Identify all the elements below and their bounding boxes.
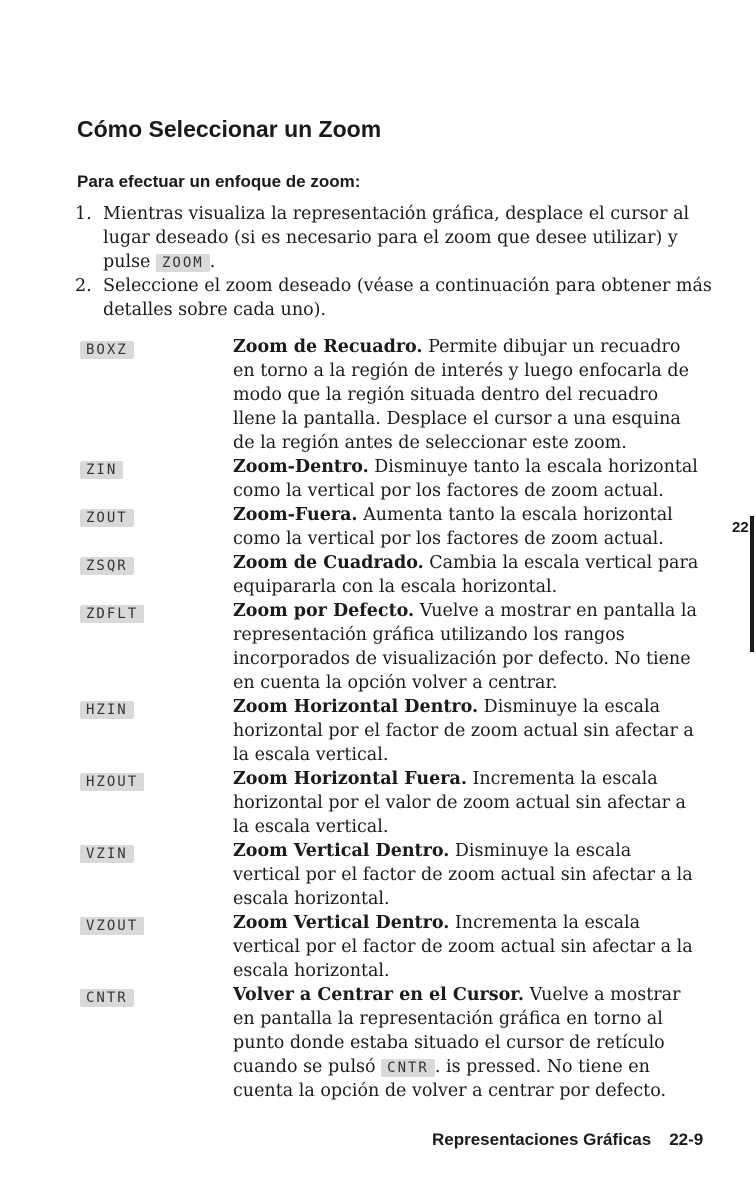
zoom-option-row bbox=[80, 911, 700, 983]
zoom-option-row bbox=[80, 839, 700, 911]
zoom-option-row bbox=[80, 335, 700, 455]
zoom-option-description bbox=[233, 983, 700, 1103]
step-item bbox=[75, 274, 715, 322]
zoom-option-description bbox=[233, 911, 700, 983]
zoom-option-row bbox=[80, 551, 700, 599]
zoom-option-description bbox=[233, 695, 700, 767]
chapter-tab-label: 22 bbox=[732, 519, 749, 536]
zoom-option-text: Aumenta tanto la escala horizontal como la vertical por los factores de zoom actual. bbox=[233, 505, 673, 549]
zoom-option-title: Volver a Centrar en el Cursor. bbox=[233, 985, 525, 1005]
zoom-option-title: Zoom Vertical Dentro. bbox=[233, 913, 450, 933]
zoom-option-text: Disminuye la escala horizontal por el factor de zoom actual sin afectar a la escala vertical. bbox=[233, 697, 694, 765]
hzin-softkey[interactable]: HZIN bbox=[80, 701, 134, 719]
cntr-inline-softkey[interactable]: CNTR bbox=[381, 1059, 435, 1077]
step-text: Seleccione el zoom deseado (véase a continuación para obtener más detalles sobre cada uno). bbox=[103, 276, 712, 320]
zoom-option-title: Zoom de Recuadro. bbox=[233, 337, 423, 357]
zoom-option-text: Incrementa la escala horizontal por el valor de zoom actual sin afectar a la escala vertical. bbox=[233, 769, 686, 837]
zsqr-softkey[interactable]: ZSQR bbox=[80, 557, 134, 575]
zoom-option-description bbox=[233, 455, 700, 503]
cntr-softkey[interactable]: CNTR bbox=[80, 989, 134, 1007]
page-title: Cómo Seleccionar un Zoom bbox=[77, 116, 382, 142]
footer-page-number: 22-9 bbox=[669, 1130, 704, 1149]
zoom-option-text: Permite dibujar un recuadro en torno a la región de interés y luego enfocarla de modo que la región situada dentro del recuadro llene la pantalla. Desplace el cursor a una esquina de la región antes de seleccionar este zoom. bbox=[233, 337, 689, 453]
boxz-softkey[interactable]: BOXZ bbox=[80, 341, 134, 359]
zoom-option-text: Vuelve a mostrar en pantalla la representación gráfica utilizando los rangos incorporados de visualización por defecto. No tiene en cuenta la opción volver a centrar. bbox=[233, 601, 697, 693]
zoom-option-text: Disminuye tanto la escala horizontal como la vertical por los factores de zoom actual. bbox=[233, 457, 698, 501]
zoom-option-text: Vuelve a mostrar en pantalla la representación gráfica en torno al punto donde estaba situado el cursor de retículo cuando se pulsó bbox=[233, 985, 681, 1077]
zoom-options-list bbox=[80, 335, 700, 1103]
zoom-option-row bbox=[80, 455, 700, 503]
zoom-option-title: Zoom Vertical Dentro. bbox=[233, 841, 450, 861]
zoom-option-row bbox=[80, 503, 700, 551]
zoom-softkey[interactable]: ZOOM bbox=[156, 254, 210, 272]
step-number: 2. bbox=[75, 276, 92, 296]
chapter-tab-bar bbox=[750, 516, 754, 652]
zoom-option-text-end: . is pressed. No tiene en cuenta la opción de volver a centrar por defecto. bbox=[233, 1057, 667, 1101]
vzin-softkey[interactable]: VZIN bbox=[80, 845, 134, 863]
step-text: Mientras visualiza la representación gráfica, desplace el cursor al lugar deseado (si es necesario para el zoom que desee utilizar) y pulse bbox=[103, 204, 690, 272]
page-footer bbox=[432, 1130, 703, 1150]
zoom-option-title: Zoom de Cuadrado. bbox=[233, 553, 424, 573]
zin-softkey[interactable]: ZIN bbox=[80, 461, 123, 479]
zoom-option-row bbox=[80, 767, 700, 839]
zoom-option-description bbox=[233, 839, 700, 911]
step-text-end: . bbox=[209, 252, 216, 272]
zoom-option-row bbox=[80, 599, 700, 695]
zoom-option-description bbox=[233, 503, 700, 551]
vzout-softkey[interactable]: VZOUT bbox=[80, 917, 144, 935]
step-item bbox=[75, 202, 715, 274]
zoom-option-description bbox=[233, 335, 700, 455]
zoom-option-row bbox=[80, 983, 700, 1103]
section-heading: Para efectuar un enfoque de zoom: bbox=[77, 172, 361, 191]
hzout-softkey[interactable]: HZOUT bbox=[80, 773, 144, 791]
zoom-option-title: Zoom-Fuera. bbox=[233, 505, 358, 525]
zoom-option-description bbox=[233, 767, 700, 839]
zoom-option-description bbox=[233, 599, 700, 695]
zoom-option-text: Cambia la escala vertical para equipararla con la escala horizontal. bbox=[233, 553, 699, 597]
zoom-option-title: Zoom Horizontal Dentro. bbox=[233, 697, 479, 717]
zdflt-softkey[interactable]: ZDFLT bbox=[80, 605, 144, 623]
zoom-option-title: Zoom Horizontal Fuera. bbox=[233, 769, 467, 789]
steps-list bbox=[75, 202, 715, 322]
step-number: 1. bbox=[75, 204, 92, 224]
zoom-option-title: Zoom por Defecto. bbox=[233, 601, 415, 621]
zoom-option-description bbox=[233, 551, 700, 599]
zoom-option-row bbox=[80, 695, 700, 767]
zoom-option-title: Zoom-Dentro. bbox=[233, 457, 369, 477]
zout-softkey[interactable]: ZOUT bbox=[80, 509, 134, 527]
zoom-option-text: Disminuye la escala vertical por el factor de zoom actual sin afectar a la escala horizontal. bbox=[233, 841, 693, 909]
zoom-option-text: Incrementa la escala vertical por el factor de zoom actual sin afectar a la escala horizontal. bbox=[233, 913, 693, 981]
footer-chapter: Representaciones Gráficas bbox=[432, 1130, 652, 1149]
